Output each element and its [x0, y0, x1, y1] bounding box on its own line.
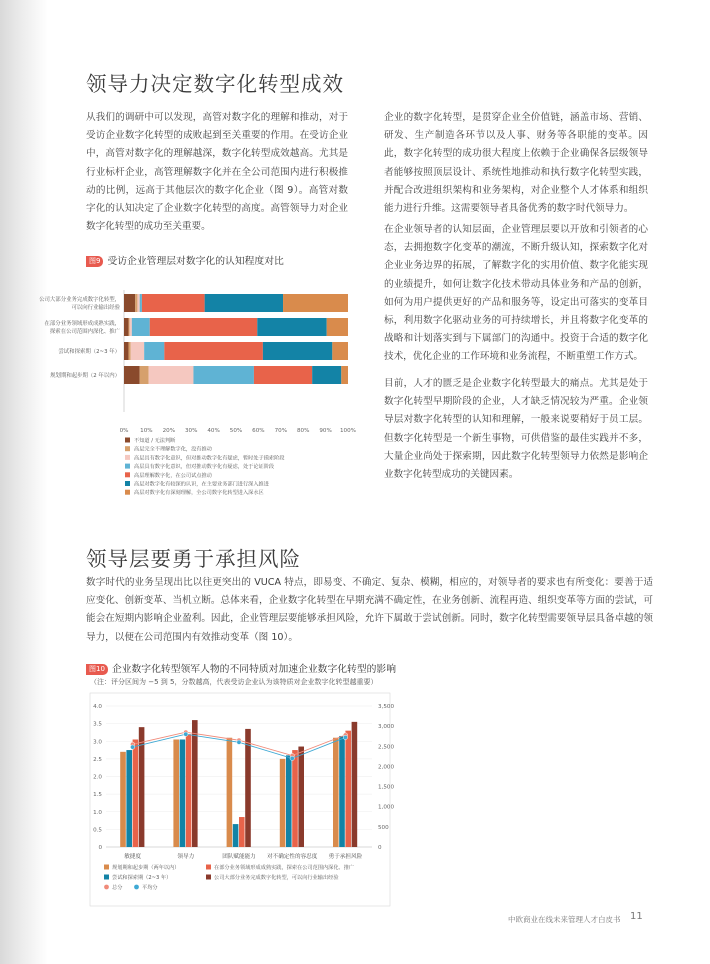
- bar: [227, 738, 233, 847]
- bar: [298, 747, 304, 847]
- y-tick-label: 2.5: [93, 756, 102, 763]
- legend-swatch: [206, 865, 211, 870]
- category-label: 领导力: [177, 854, 195, 860]
- legend-label: 规划期和起步期（两年以内）: [112, 865, 180, 871]
- series-point: [184, 732, 188, 736]
- section-title-leadership: 领导力决定数字化转型成效: [86, 72, 344, 96]
- bar: [133, 739, 139, 847]
- bar: [192, 720, 198, 847]
- y2-tick-label: 2,500: [378, 744, 395, 751]
- legend-label: 高层对数字化有深刻理解，全公司数字化转型进入深水区: [134, 490, 264, 497]
- series-point: [290, 756, 294, 760]
- x-tick-label: 30%: [184, 428, 198, 434]
- category-label: 在部分业务领域形成成熟实践，: [44, 321, 120, 327]
- y2-tick-label: 2,000: [378, 764, 395, 771]
- y-tick-label: 3.5: [93, 721, 102, 728]
- category-label: 公司大部分业务完成数字化转型，: [39, 297, 120, 303]
- legend-label: 公司大部分业务完成数字化转型，可以向行业输出经验: [214, 875, 339, 881]
- x-tick-label: 90%: [319, 428, 332, 434]
- legend-label: 高层完全不理解数字化，没有推动: [134, 446, 212, 453]
- x-tick-label: 40%: [207, 428, 220, 434]
- bar: [126, 750, 132, 847]
- x-tick-label: 100%: [340, 428, 356, 434]
- category-label: 尝试和探索期（2~3 年）: [58, 349, 120, 355]
- category-label: 敏捷度: [124, 854, 141, 860]
- bar: [233, 824, 239, 847]
- x-tick-label: 80%: [296, 428, 310, 434]
- y-tick-label: 3.0: [93, 739, 102, 746]
- figure-title-text: 企业数字化转型领军人物的不同特质对加速企业数字化转型的影响: [111, 664, 397, 675]
- figure-badge: 图9: [86, 256, 103, 267]
- bar: [286, 755, 292, 847]
- x-tick-label: 20%: [162, 428, 176, 434]
- section-title-risk: 领导层要勇于承担风险: [86, 547, 301, 571]
- category-label: 对不确定性的容忍度: [267, 854, 318, 860]
- bar: [245, 729, 251, 847]
- body-paragraph: 从我们的调研中可以发现，高管对数字化的理解和推动，对于受访企业数字化转型的成败起到至关重要的作用。在受访企业中，高管对数字化的理解越深，数字化转型成效越高。尤其是行业标杆企业，高管理解数字化并在全公司范围内进行积极推动的比例，远高于其他层次的数字化企业（图 9）。高管对数字化的认知决定了企业数字化转型的高度。高管领导力对企业数字化转型的成功至关重要。: [86, 112, 348, 233]
- legend-label: 高层具有数字化意识，但对推动数字化有疑虑，处于论证阶段: [134, 464, 275, 471]
- legend-label: 在部分业务领域形成成熟实践，探索在公司范围内深化、推广: [214, 865, 355, 871]
- legend-marker: [134, 885, 139, 890]
- y2-tick-label: 0: [378, 845, 382, 851]
- y-tick-label: 0.5: [93, 827, 102, 834]
- y2-tick-label: 3,000: [378, 724, 395, 731]
- legend-label: 高层理解数字化，在公司试点推动: [134, 472, 212, 479]
- bar: [180, 739, 186, 847]
- legend-label: 总分: [112, 885, 123, 891]
- y2-tick-label: 500: [378, 824, 389, 831]
- category-label: 可以向行业输出经验: [71, 305, 120, 311]
- legend-label: 尝试和探索期（2~3 年）: [112, 875, 172, 881]
- legend-swatch: [104, 865, 109, 870]
- x-tick-label: 70%: [274, 428, 288, 434]
- x-tick-label: 0%: [119, 428, 129, 434]
- bar: [345, 731, 351, 847]
- figure-title-text: 受访企业管理层对数字化的认知程度对比: [107, 256, 284, 267]
- body-paragraph: 数字时代的业务呈现出比以往更突出的 VUCA 特点，即易变、不确定、复杂、模糊，相应的，对领导者的要求也有所变化：要善于适应变化、创新变革、当机立断。总体来看，企业数字化转型在早期充满不确定性，在业务创新、流程再造、组织变革等方面的尝试，可能会在短期内影响企业盈利。因此，企业管理层要能够承担风险，允许下属敢于尝试创新。同时，数字化转型需要领导层具备卓越的领导力，以便在公司范围内有效推动变革（图 10）。: [86, 577, 653, 643]
- x-tick-label: 60%: [252, 428, 265, 434]
- series-point: [130, 745, 134, 749]
- series-point: [237, 740, 241, 744]
- body-paragraph: 企业的数字化转型，是贯穿企业全价值链，涵盖市场、营销、研发、生产制造各环节以及人事、财务等各职能的变革。因此，数字化转型的成功很大程度上依赖于企业确保各层级领导者能够按照顶层设计、系统性地推动和执行数字化转型实践，并配合改进组织架构和业务架构，对企业整个人才体系和组织能力进行升维。这需要领导者具备优秀的数字时代领导力。: [384, 112, 648, 215]
- figure-badge: 图10: [86, 664, 108, 675]
- category-label: 勇于承担风险: [328, 854, 363, 860]
- legend-label: 不知道 / 无法判断: [134, 438, 176, 444]
- legend-swatch: [104, 875, 109, 880]
- bar: [120, 752, 126, 847]
- legend-label: 平均分: [142, 885, 158, 891]
- bar: [280, 759, 286, 847]
- category-label: 探索在公司范围内深化、推广: [49, 329, 120, 335]
- x-tick-label: 50%: [229, 428, 243, 434]
- bar: [239, 817, 245, 847]
- body-paragraph: 目前，人才的匮乏是企业数字化转型最大的痛点。尤其是处于数字化转型早期阶段的企业，人才缺乏情况较为严重。企业领导层对数字化转型的认知和理解，一般来说要稍好于员工层。但数字化转型是一个新生事物，可供借鉴的最佳实践并不多，大量企业尚处于探索期，因此数字化转型领导力依然是影响企业数字化转型成功的关键因素。: [384, 378, 648, 481]
- y-tick-label: 1.5: [93, 792, 102, 799]
- bar: [186, 734, 192, 847]
- bar: [292, 750, 298, 847]
- y-tick-label: 0: [98, 845, 102, 851]
- y2-tick-label: 1,500: [378, 784, 395, 791]
- figure-10-note: （注：评分区间为 −5 到 5，分数越高，代表受访企业认为该特质对企业数字化转型越重要）: [90, 678, 378, 686]
- y-tick-label: 1.0: [93, 809, 102, 816]
- page-number: 11: [630, 911, 643, 922]
- category-label: 团队赋能能力: [222, 854, 256, 860]
- legend-swatch: [206, 875, 211, 880]
- y-tick-label: 4.0: [93, 704, 102, 710]
- y-tick-label: 2.0: [93, 774, 102, 781]
- bar: [352, 722, 358, 847]
- series-point: [343, 735, 347, 739]
- footer-publication: 中欧商业在线未来管理人才白皮书: [508, 915, 621, 924]
- bar: [333, 738, 339, 847]
- category-label: 规划期和起步期（2 年以内）: [50, 373, 120, 379]
- bar: [173, 739, 179, 847]
- x-tick-label: 10%: [140, 428, 153, 434]
- legend-marker: [104, 885, 109, 890]
- legend-label: 高层对数字化有较深的认识，在主要业务部门进行深入推进: [134, 481, 269, 488]
- y2-tick-label: 3,500: [378, 704, 395, 710]
- bar: [339, 736, 345, 847]
- legend-label: 高层具有数字化意识，但对推动数字化有疑虑，暂时处于摸索阶段: [134, 455, 285, 462]
- y2-tick-label: 1,000: [378, 804, 395, 811]
- body-paragraph: 在企业领导者的认知层面，企业管理层要以开放和引领者的心态，去拥抱数字化变革的潮流，不断升级认知，探索数字化对企业业务边界的拓展，了解数字化的实用价值、数字化能实现的业绩提升，如何让数字化技术带动具体业务和产品的创新，如何为用户提供更好的产品和服务等，设定出可落实的变革目标，利用数字化驱动业务的可持续增长，并且将数字化变革的战略和计划落实到与下属部门的沟通中。投资于合适的数字化技术，优化企业的工作环境和业务流程，不断重塑工作方式。: [384, 224, 648, 363]
